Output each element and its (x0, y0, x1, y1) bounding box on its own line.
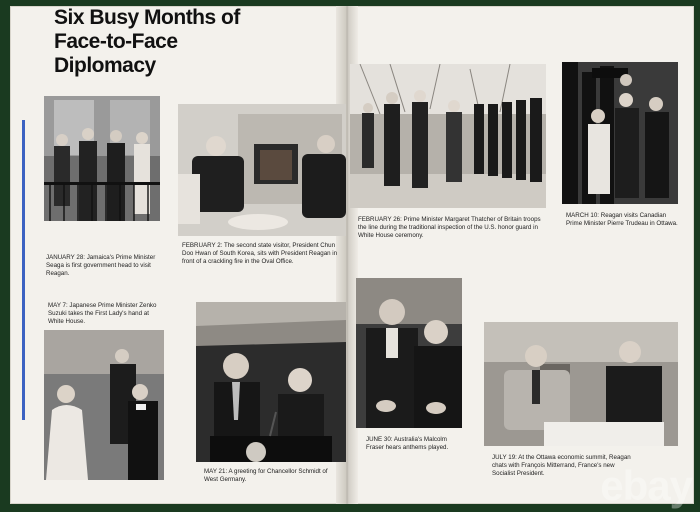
page-title (54, 6, 284, 78)
photo-fraser-anthems (356, 278, 462, 428)
photo-trudeau-ottawa (562, 62, 678, 204)
title-line-2: Face-to-Face Diplomacy (54, 30, 178, 77)
photo-thatcher-honor-guard (350, 64, 546, 208)
photo-chun-doo-hwan (178, 104, 346, 236)
photo-suzuki-first-lady (44, 330, 164, 480)
blue-page-edge (22, 120, 25, 420)
caption-feb26: FEBRUARY 26: Prime Minister Margaret Thatcher of Britain troops the line during the traditional inspection of the U.S. honor guard in White House ceremony. (358, 216, 541, 239)
ebay-watermark: ebay (600, 462, 692, 509)
caption-feb2: FEBRUARY 2: The second state visitor, President Chun Doo Hwan of South Korea, sits with President Reagan in front of a crackling fire in the Oval Office. (182, 242, 338, 265)
caption-jun30: JUNE 30: Australia's Malcolm Fraser hears anthems played. (366, 436, 449, 451)
caption-may7: MAY 7: Japanese Prime Minister Zenko Suzuki takes the First Lady's hand at White House. (48, 302, 157, 325)
photo-mitterrand-summit (484, 322, 678, 446)
photo-jamaica-seaga (44, 96, 160, 248)
caption-mar10: MARCH 10: Reagan visits Canadian Prime Minister Pierre Trudeau in Ottawa. (566, 212, 678, 227)
photo-schmidt-greeting (196, 302, 346, 462)
caption-may21: MAY 21: A greeting for Chancellor Schmidt of West Germany. (204, 468, 328, 483)
title-line-1: Six Busy Months of (54, 6, 240, 29)
caption-jan28: JANUARY 28: Jamaica's Prime Minister Seaga is first government head to visit Reagan. (46, 254, 156, 277)
caption-jul19: JULY 19: At the Ottawa economic summit, Reagan chats with François Mitterrand, France's new Socialist President. (492, 454, 631, 477)
